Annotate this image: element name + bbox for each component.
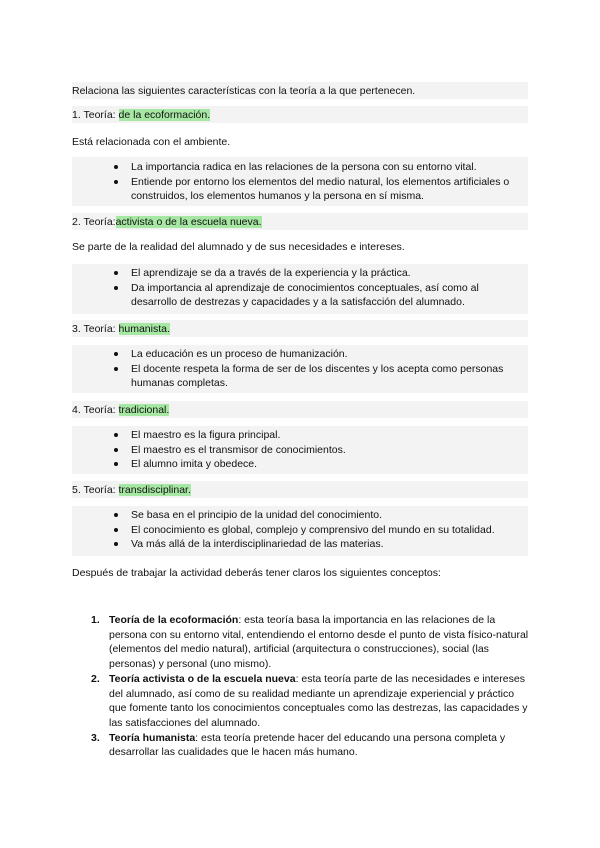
section-description: Se parte de la realidad del alumnado y de sus necesidades e intereses. [72, 241, 405, 253]
list-item: Da importancia al aprendizaje de conocimientos conceptuales, así como al desarrollo de destrezas y capacidades y a la satisfacción del alumnado. [131, 281, 526, 310]
list-item: Entiende por entorno los elementos del medio natural, los elementos artificiales o construidos, los elementos humanos y la persona en sí misma. [131, 175, 526, 204]
bullet-list [131, 347, 526, 391]
bullet-icon [114, 180, 118, 184]
concept-number: 2. [91, 672, 100, 685]
concept-text: : esta teoría parte de las necesidades e intereses del alumnado, así como de su realidad mediante un aprendizaje experiencial y práctico que fomente tanto los conocimientos conceptuales como las destrezas, las capacidades y las satisfacciones del alumnado. [109, 672, 528, 729]
list-item: El alumno imita y obedece. [131, 457, 526, 472]
concept-item [91, 613, 529, 672]
section-prefix: 4. Teoría: [72, 404, 119, 416]
bullet-list [131, 428, 526, 472]
section-highlight: activista o de la escuela nueva. [115, 216, 262, 228]
concept-number: 1. [91, 614, 100, 626]
bullet-icon [114, 165, 118, 169]
concept-text: : esta teoría pretende hacer del educando una persona completa y desarrollar las cualidades que le hacen más humano. [109, 731, 506, 759]
bullet-icon [114, 542, 118, 546]
bullet-icon [114, 513, 118, 517]
concept-item [91, 731, 529, 760]
list-item: Se basa en el principio de la unidad del conocimiento. [131, 508, 526, 523]
section-heading [72, 483, 191, 497]
list-item: El docente respeta la forma de ser de los discentes y los acepta como personas humanas completas. [131, 362, 526, 391]
bullet-list [131, 160, 526, 204]
section-highlight: transdisciplinar. [118, 484, 191, 496]
list-item: La educación es un proceso de humanización. [131, 347, 526, 362]
section-heading [72, 215, 262, 229]
section-prefix: 1. Teoría: [72, 109, 119, 121]
bullet-icon [114, 352, 118, 356]
concept-term: Teoría humanista [109, 731, 196, 744]
bullet-icon [114, 448, 118, 452]
concept-item [91, 672, 529, 731]
list-item: El aprendizaje se da a través de la experiencia y la práctica. [131, 266, 526, 281]
section-heading [72, 108, 210, 122]
bullet-icon [114, 286, 118, 290]
list-item: El maestro es el transmisor de conocimientos. [131, 443, 526, 458]
bullet-icon [114, 367, 118, 371]
bullet-icon [114, 462, 118, 466]
section-heading [72, 322, 170, 336]
bullet-list [131, 508, 526, 552]
section-highlight: humanista. [118, 323, 170, 335]
concept-number: 3. [91, 731, 100, 744]
section-highlight: tradicional. [118, 404, 170, 416]
list-item: El conocimiento es global, complejo y comprensivo del mundo en su totalidad. [131, 523, 526, 538]
conclusion-intro: Después de trabajar la actividad deberás tener claros los siguientes conceptos: [72, 567, 441, 579]
list-item: El maestro es la figura principal. [131, 428, 526, 443]
intro-text: Relaciona las siguientes características con la teoría a la que pertenecen. [72, 85, 416, 97]
bullet-icon [114, 528, 118, 532]
list-item: La importancia radica en las relaciones de la persona con su entorno vital. [131, 160, 526, 175]
concept-term: Teoría activista o de la escuela nueva [109, 672, 296, 685]
concept-list [91, 613, 529, 760]
section-prefix: 2. Teoría: [72, 216, 116, 228]
list-item: Va más allá de la interdisciplinariedad de las materias. [131, 537, 526, 552]
section-highlight: de la ecoformación. [118, 109, 211, 121]
section-prefix: 5. Teoría: [72, 484, 119, 496]
bullet-icon [114, 271, 118, 275]
bullet-list [131, 266, 526, 310]
bullet-icon [114, 433, 118, 437]
section-description: Está relacionada con el ambiente. [72, 136, 231, 148]
concept-term: Teoría de la ecoformación [109, 614, 239, 626]
section-prefix: 3. Teoría: [72, 323, 119, 335]
concept-text: : esta teoría basa la importancia en las relaciones de la persona con su entorno vital, entendiendo el entorno desde el punto de vista físico-natural (elementos del medio natural), artificial (arquitectura o construcciones), social (las personas) y personal (uno mismo). [109, 614, 529, 671]
section-heading [72, 403, 169, 417]
